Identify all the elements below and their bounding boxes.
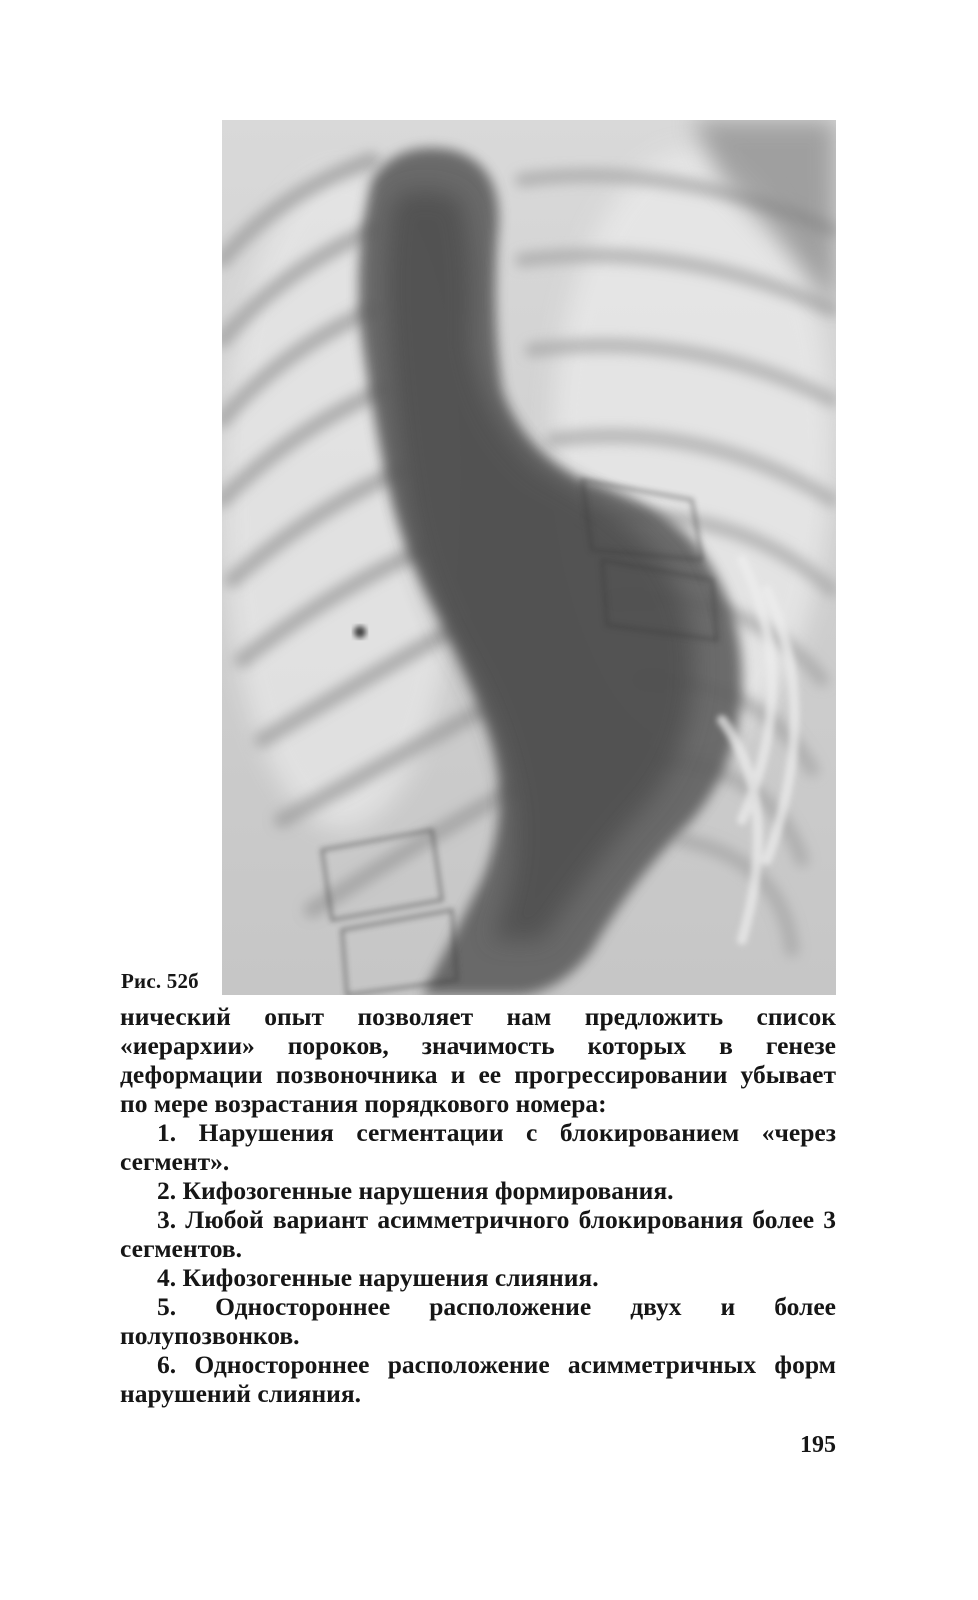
list-item: 6. Одностороннее расположение асимметричных форм нарушений слияния. xyxy=(120,1350,836,1408)
body-text xyxy=(120,1002,836,1408)
list-item: 4. Кифозогенные нарушения слияния. xyxy=(157,1263,599,1292)
list-item: 3. Любой вариант асимметричного блокирования более 3 сегментов. xyxy=(120,1205,836,1263)
list-item: 1. Нарушения сегментации с блокированием «через сегмент». xyxy=(120,1118,836,1176)
figure-caption: Рис. 52б xyxy=(121,969,199,993)
list-item: 5. Одностороннее расположение двух и более полупозвонков. xyxy=(120,1292,836,1350)
list-item: 2. Кифозогенные нарушения формирования. xyxy=(157,1176,674,1205)
page-number: 195 xyxy=(800,1432,836,1458)
spine-xray-image xyxy=(222,120,836,995)
lead-paragraph: нический опыт позволяет нам предложить список «иерархии» пороков, значимость которых в генезе деформации позвоночника и ее прогрессировании убывает по мере возрастания порядкового номера: xyxy=(120,1002,836,1118)
